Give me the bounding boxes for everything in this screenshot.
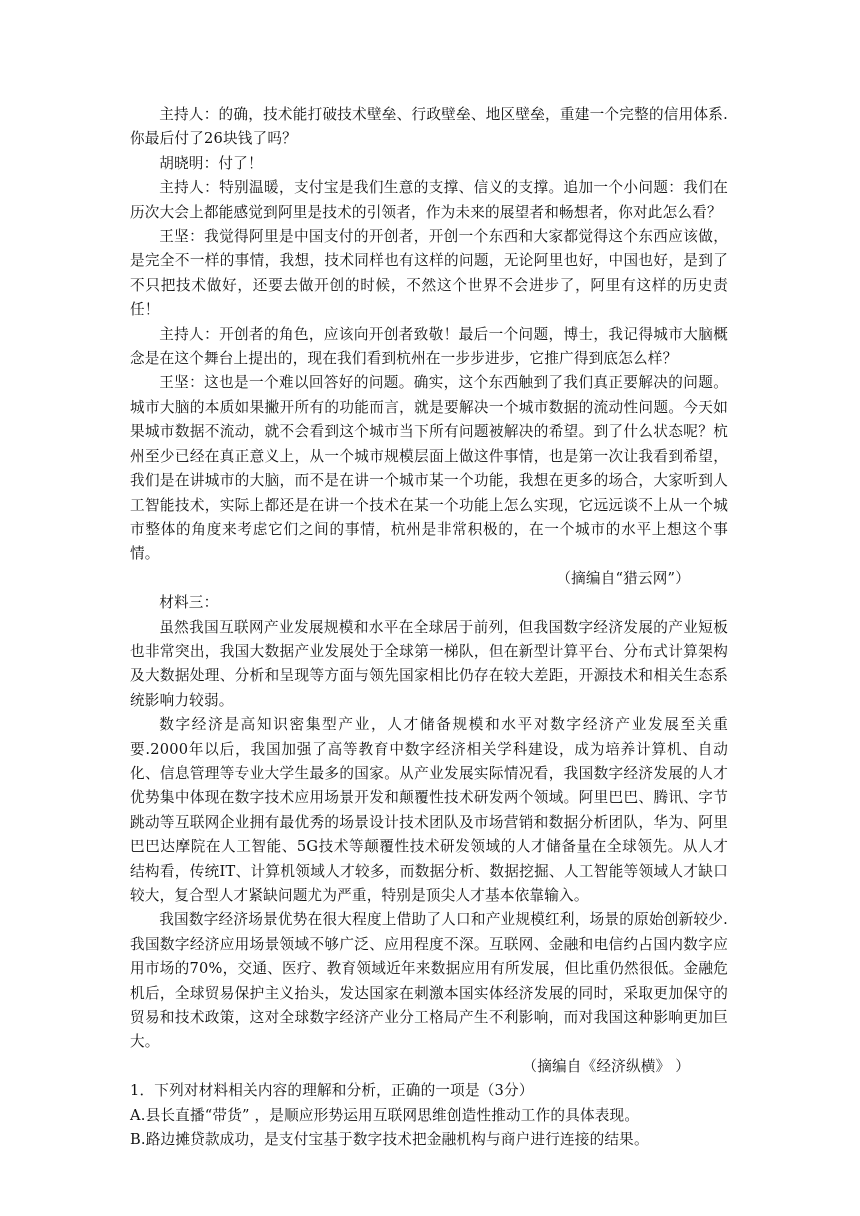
paragraph-wang-city-brain: 王坚：这也是一个难以回答好的问题。确实，这个东西触到了我们真正要解决的问题。城市大脑的本质如果撇开所有的功能而言，就是要解决一个城市数据的流动性问题。今天如果城市数据不流动，就不会看到这个城市当下所有问题被解决的希望。到了什么状态呢？杭州至少已经在真正意义上，从一个城市规模层面上做这件事情，也是第一次让我看到希望，我们是在讲城市的大脑，而不是在讲一个城市某一个功能，我想在更多的场合，大家听到人工智能技术，实际上都还是在讲一个技术在某一个功能上怎么实现，它远远谈不上从一个城市整体的角度来考虑它们之间的事情，杭州是非常积极的，在一个城市的水平上想这个事情。	[130, 374, 728, 563]
source-citation-1: （摘编自“猎云网”）	[556, 569, 690, 587]
option-b: B.路边摊贷款成功，是支付宝基于数字技术把金融机构与商户进行连接的结果。	[130, 1131, 649, 1149]
source-citation-2: （摘编自《经济纵横》 ）	[522, 1057, 690, 1075]
article-body	[130, 103, 728, 1152]
material-3-paragraph: 虽然我国互联网产业发展规模和水平在全球居于前列，但我国数字经济发展的产业短板也非常突出，我国大数据产业发展处于全球第一梯队，但在新型计算平台、分布式计算架构及大数据处理、分析和呈现等方面与领先国家相比仍存在较大差距，开源技术和相关生态系统影响力较弱。	[130, 618, 728, 709]
material-3-paragraph: 我国数字经济场景优势在很大程度上借助了人口和产业规模红利，场景的原始创新较少.我国数字经济应用场景领域不够广泛、应用程度不深。互联网、金融和电信约占国内数字应用市场的70%，交通、医疗、教育领域近年来数据应用有所发展，但比重仍然很低。金融危机后，全球贸易保护主义抬头，发达国家在刺激本国实体经济发展的同时，采取更加保守的贸易和技术政策，这对全球数字经济产业分工格局产生不利影响，而对我国这种影响更加巨大。	[130, 911, 728, 1051]
paragraph-hu-reply: 胡晓明：付了！	[159, 154, 263, 172]
paragraph-host-question: 主持人：特别温暖，支付宝是我们生意的支撑、信义的支撑。追加一个小问题：我们在历次大会上都能感觉到阿里是技术的引领者，作为未来的展望者和畅想者，你对此怎么看？	[130, 179, 728, 221]
paragraph-wang-pioneer: 王坚：我觉得阿里是中国支付的开创者，开创一个东西和大家都觉得这个东西应该做，是完全不一样的事情，我想，技术同样也有这样的问题，无论阿里也好，中国也好，是到了不只把技术做好，还要去做开创的时候，不然这个世界不会进步了，阿里有这样的历史责任！	[130, 228, 728, 319]
material-3-heading: 材料三：	[159, 594, 219, 612]
paragraph-host-credit: 主持人：的确，技术能打破技术壁垒、行政壁垒、地区壁垒，重建一个完整的信用体系.你最后付了26块钱了吗？	[130, 106, 728, 148]
paragraph-host-city-brain: 主持人：开创者的角色，应该向开创者致敬！最后一个问题，博士，我记得城市大脑概念是在这个舞台上提出的，现在我们看到杭州在一步步进步，它推广得到底怎么样？	[130, 325, 728, 368]
question-1: 1．下列对材料相关内容的理解和分析，正确的一项是（3分）	[130, 1082, 534, 1100]
option-a: A.县长直播“带货” ，是顺应形势运用互联网思维创造性推动工作的具体表现。	[130, 1106, 640, 1124]
material-3-paragraph: 数字经济是高知识密集型产业，人才储备规模和水平对数字经济产业发展至关重要.2000年以后，我国加强了高等教育中数字经济相关学科建设，成为培养计算机、自动化、信息管理等专业大学生最多的国家。从产业发展实际情况看，我国数字经济发展的人才优势集中体现在数字技术应用场景开发和颠覆性技术研发两个领域。阿里巴巴、腾讯、字节跳动等互联网企业拥有最优秀的场景设计技术团队及市场营销和数据分析团队，华为、阿里巴巴达摩院在人工智能、5G技术等颠覆性技术研发领域的人才储备量在全球领先。从人才结构看，传统IT、计算机领域人才较多，而数据分析、数据挖掘、人工智能等领域人才缺口较大，复合型人才紧缺问题尤为严重，特别是顶尖人才基本依靠输入。	[130, 716, 728, 904]
